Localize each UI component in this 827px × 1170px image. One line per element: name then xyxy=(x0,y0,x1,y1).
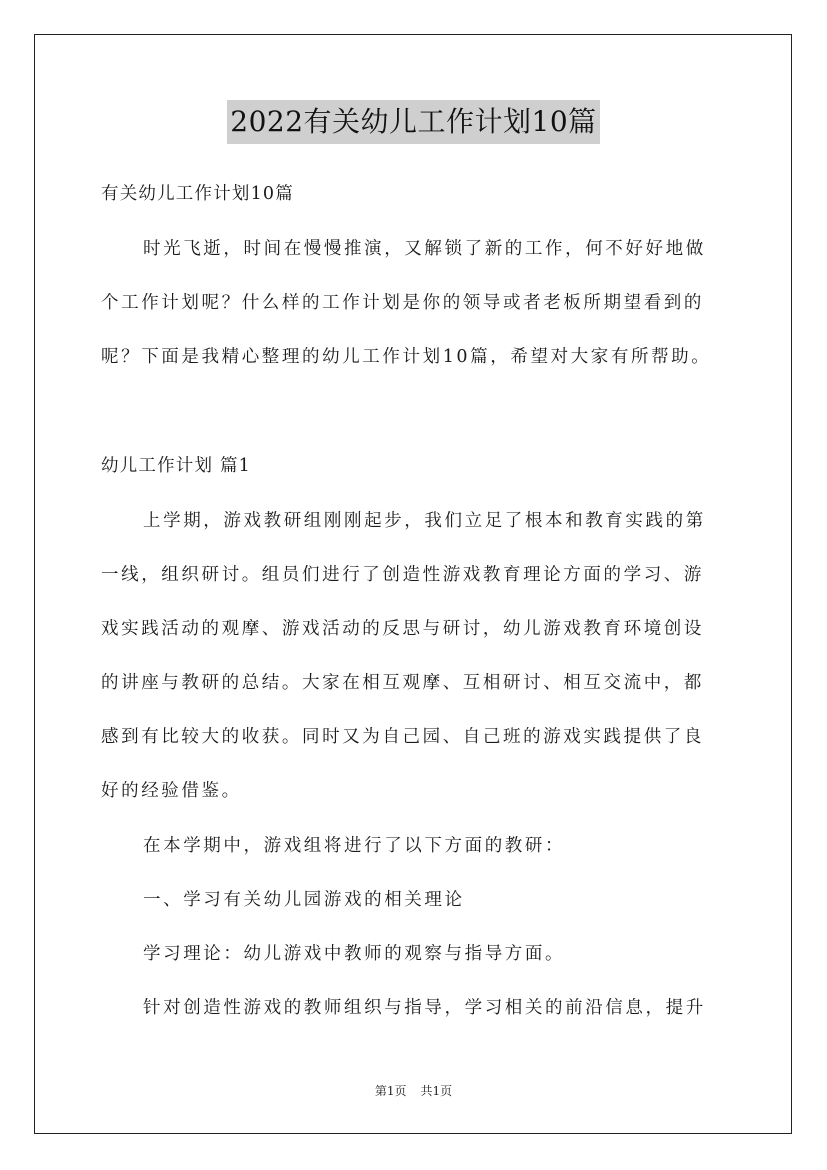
intro-line: 呢？下面是我精心整理的幼儿工作计划10篇，希望对大家有所帮助。 xyxy=(101,347,712,367)
section-heading: 幼儿工作计划 篇1 xyxy=(101,456,251,476)
body-line: 针对创造性游戏的教师组织与指导，学习相关的前沿信息，提升 xyxy=(143,998,706,1018)
body-line: 的讲座与教研的总结。大家在相互观摩、互相研讨、相互交流中，都 xyxy=(101,673,704,693)
intro-line: 个工作计划呢？什么样的工作计划是你的领导或者老板所期望看到的 xyxy=(101,293,704,313)
body-line: 一线，组织研讨。组员们进行了创造性游戏教育理论方面的学习、游 xyxy=(101,565,704,585)
body-line: 好的经验借鉴。 xyxy=(101,781,242,801)
document-subtitle: 有关幼儿工作计划10篇 xyxy=(101,184,294,204)
body-line: 一、学习有关幼儿园游戏的相关理论 xyxy=(143,890,465,910)
document-title: 2022有关幼儿工作计划10篇 xyxy=(227,100,599,144)
body-line: 学习理论：幼儿游戏中教师的观察与指导方面。 xyxy=(143,944,566,964)
page-number: 第1页 xyxy=(374,1084,407,1098)
body-line: 感到有比较大的收获。同时又为自己园、自己班的游戏实践提供了良 xyxy=(101,727,704,747)
intro-line: 时光飞逝，时间在慢慢推演，又解锁了新的工作，何不好好地做 xyxy=(143,239,706,259)
page-footer xyxy=(0,1083,827,1099)
body-line: 在本学期中，游戏组将进行了以下方面的教研： xyxy=(143,836,566,856)
body-line: 上学期，游戏教研组刚刚起步，我们立足了根本和教育实践的第 xyxy=(143,511,706,531)
document-title-row xyxy=(0,100,827,144)
page-total: 共1页 xyxy=(420,1084,453,1098)
body-line: 戏实践活动的观摩、游戏活动的反思与研讨，幼儿游戏教育环境创设 xyxy=(101,619,704,639)
